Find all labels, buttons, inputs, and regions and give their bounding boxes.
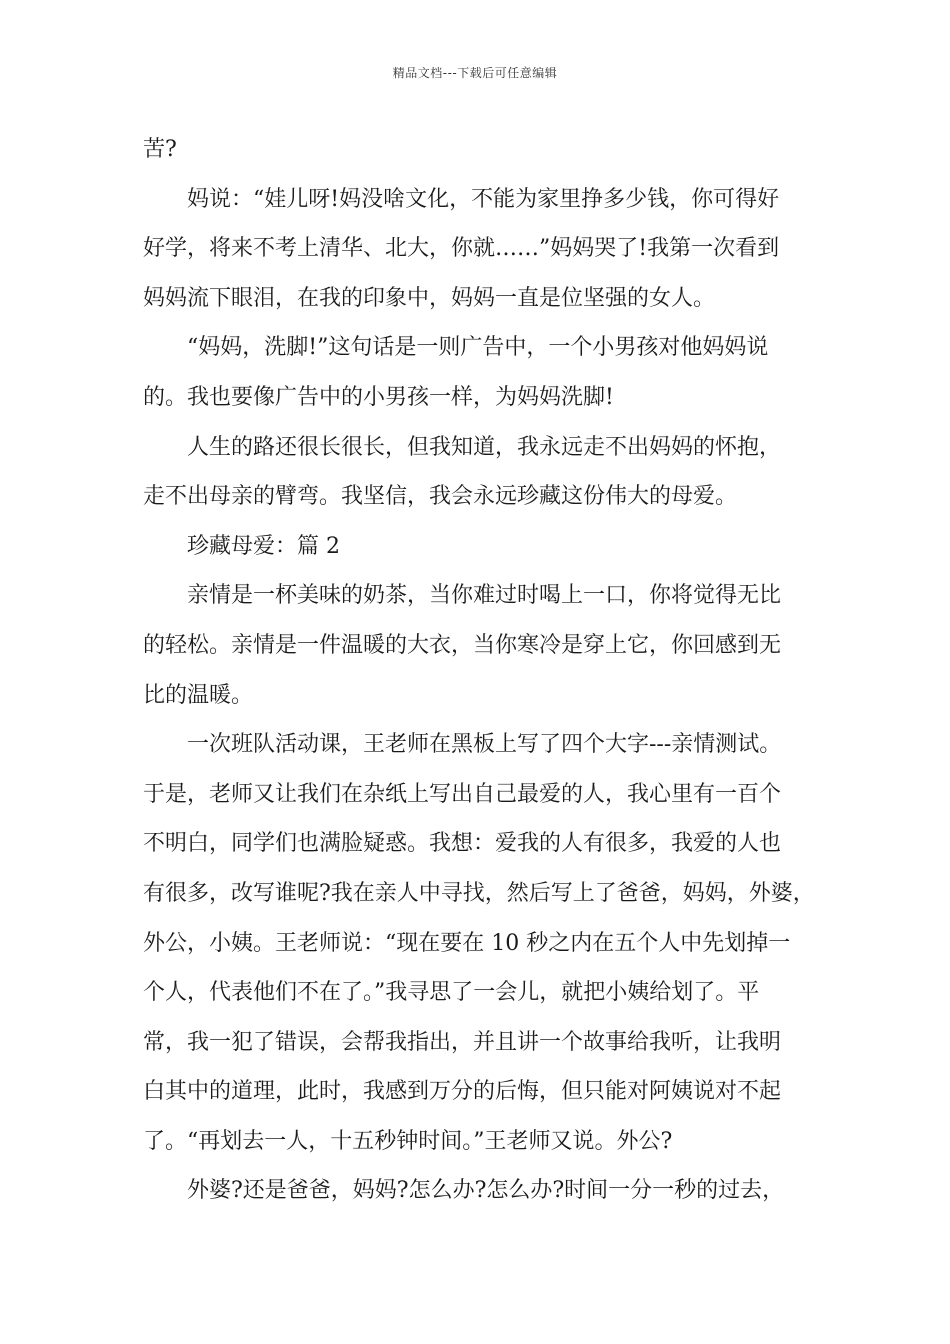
section-heading [143, 522, 815, 572]
text-line: 外婆?还是爸爸，妈妈?怎么办?怎么办?时间一分一秒的过去， [187, 1178, 785, 1204]
text-line: 妈妈流下眼泪，在我的印象中，妈妈一直是位坚强的女人。 [143, 285, 716, 311]
text-line: 比的温暖。 [143, 682, 254, 708]
text-line: 个人，代表他们不在了。”我寻思了一会儿，就把小姨给划了。平 [143, 980, 760, 1006]
paragraph [143, 175, 815, 324]
text-line: 的轻松。亲情是一件温暖的大衣，当你寒冷是穿上它，你回感到无 [143, 632, 782, 658]
paragraph [143, 125, 815, 175]
text-line: 一次班队活动课，王老师在黑板上写了四个大字---亲情测试。 [187, 732, 782, 758]
text-line: 白其中的道理，此时，我感到万分的后悔，但只能对阿姨说对不起 [143, 1079, 782, 1105]
text-line: 外公，小姨。王老师说：“现在要在 10 秒之内在五个人中先划掉一 [143, 930, 791, 956]
paragraph [143, 423, 815, 522]
text-line: 于是，老师又让我们在杂纸上写出自己最爱的人，我心里有一百个 [143, 781, 782, 807]
text-line: 不明白，同学们也满脸疑惑。我想：爱我的人有很多，我爱的人也 [143, 831, 782, 857]
paragraph [143, 571, 815, 720]
text-line: 珍藏母爱：篇 2 [187, 533, 340, 559]
text-line: 苦? [143, 137, 177, 162]
text-line: 了。“再划去一人，十五秒钟时间。”王老师又说。外公? [143, 1128, 673, 1154]
paragraph [143, 1166, 815, 1216]
paragraph [143, 323, 815, 422]
text-line: 亲情是一杯美味的奶茶，当你难过时喝上一口，你将觉得无比 [187, 583, 782, 609]
text-line: 的。我也要像广告中的小男孩一样，为妈妈洗脚! [143, 384, 614, 410]
text-line: 好学，将来不考上清华、北大，你就……”妈妈哭了!我第一次看到 [143, 236, 780, 262]
text-line: 走不出母亲的臂弯。我坚信，我会永远珍藏这份伟大的母爱。 [143, 484, 738, 510]
paragraph [143, 720, 815, 1166]
text-line: 人生的路还很长很长，但我知道，我永远走不出妈妈的怀抱， [187, 434, 782, 460]
text-line: “妈妈，洗脚!”这句话是一则广告中，一个小男孩对他妈妈说 [187, 335, 769, 361]
text-line: 妈说：“娃儿呀!妈没啥文化，不能为家里挣多少钱，你可得好 [187, 186, 780, 212]
page-header: 精品文档---下载后可任意编辑 [392, 66, 558, 80]
text-line: 有很多，改写谁呢?我在亲人中寻找，然后写上了爸爸，妈妈，外婆， [143, 880, 815, 906]
document-body [143, 125, 815, 1216]
text-line: 常，我一犯了错误，会帮我指出，并且讲一个故事给我听，让我明 [143, 1029, 782, 1055]
